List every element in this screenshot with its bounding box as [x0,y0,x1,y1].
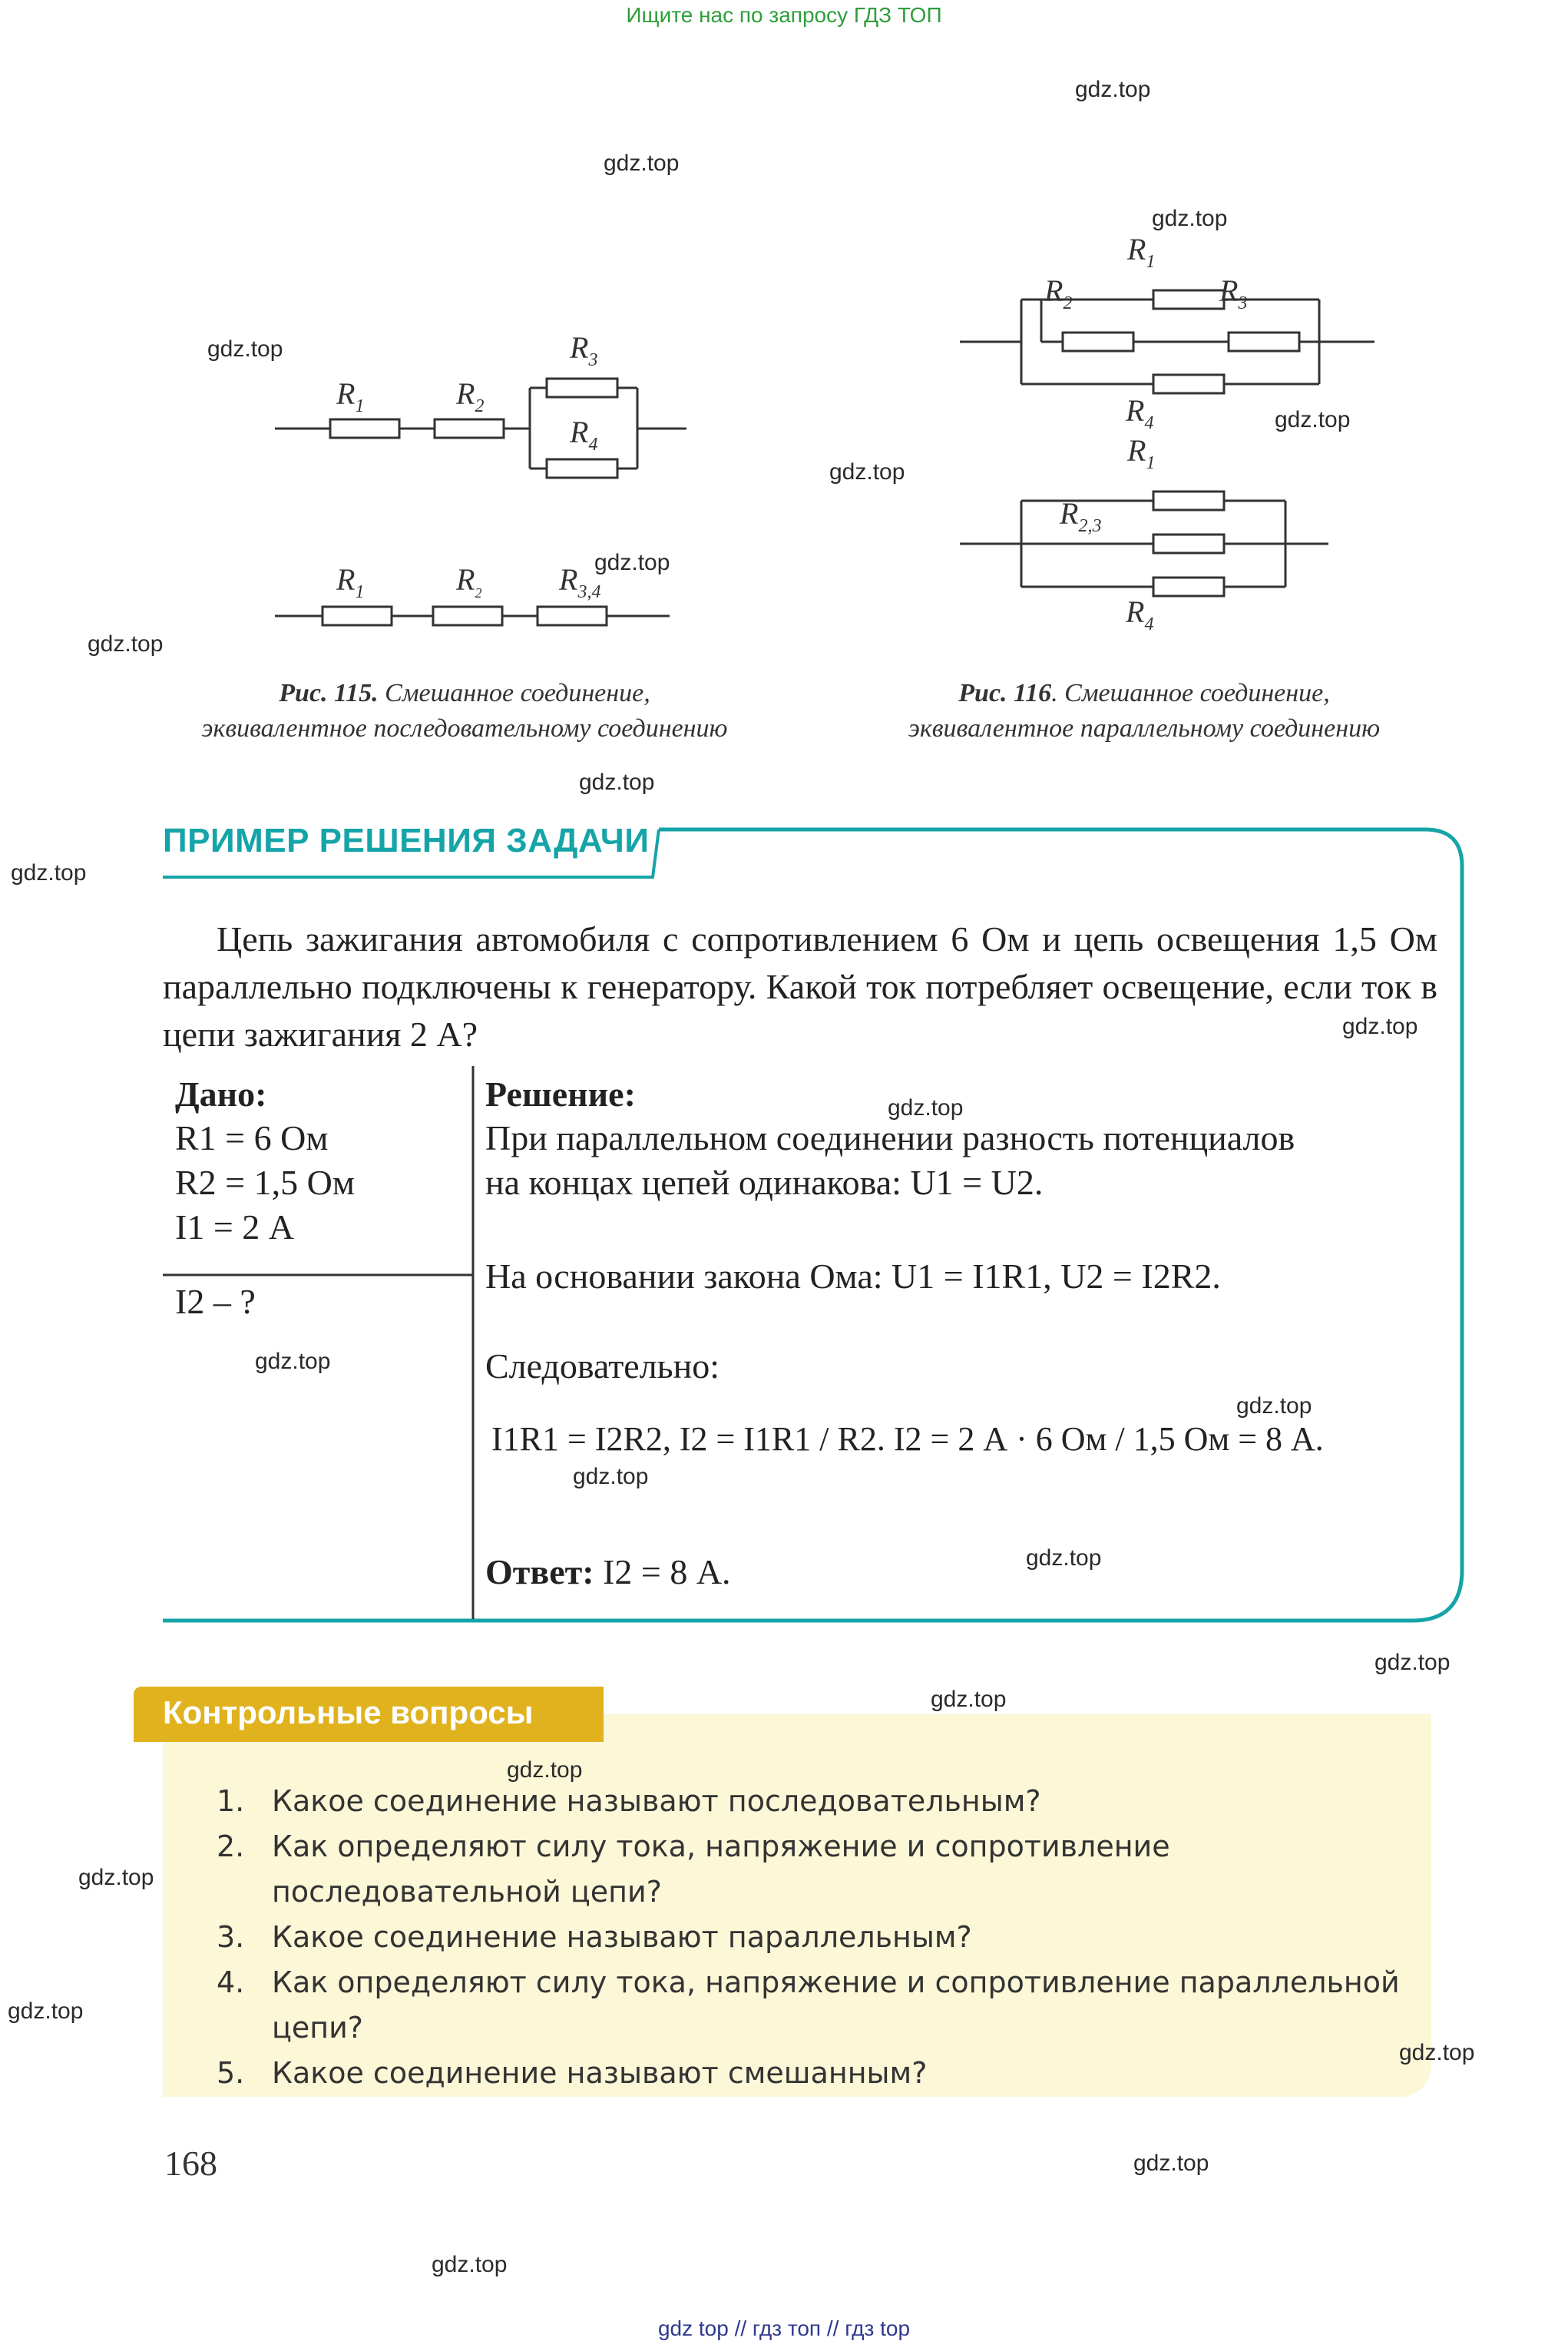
questions-heading: Контрольные вопросы [163,1694,534,1730]
watermark: gdz.top [1133,2151,1209,2176]
given-r1-text: R1 = 6 Ом [175,1118,329,1157]
answer-value: I2 = 8 А. [603,1552,731,1591]
fig116-label-r1-eq: $R_1$ [1127,433,1156,473]
fig115-caption-num: Рис. 115. [279,679,379,707]
question-item [217,1915,1430,1960]
watermark: gdz.top [255,1349,331,1374]
watermark: gdz.top [829,459,905,485]
fig115-label-r2-eq: $R_2$ [456,562,482,601]
fig116-label-r3: $R_3$ [1219,273,1248,313]
watermark: gdz.top [207,336,283,362]
question-item [217,2051,1430,2096]
watermark: gdz.top [1275,407,1351,432]
fig116-caption-num: Рис. 116 [958,679,1052,707]
question-text: Как определяют силу тока, напряжение и сопротивление параллельной цепи? [272,1965,1400,2045]
fig115-caption-line2: эквивалентное последовательному соединению [201,714,728,743]
watermark: gdz.top [1342,1014,1418,1039]
question-item [217,1824,1430,1915]
question-number: 3. [217,1920,245,1954]
fig115-label-r3: $R_3$ [570,330,598,370]
fig115-label-r1: $R_1$ [336,376,365,416]
questions-heading-tab [134,1687,604,1742]
question-item [217,1779,1430,1824]
fig116-label-r2: $R_2$ [1044,273,1073,313]
watermark: gdz.top [1399,2040,1475,2065]
footer-links[interactable]: gdz top // гдз топ // гдз top [657,2316,911,2340]
figure-116-diagram [952,223,1382,653]
fig116-label-r4-eq: $R_4$ [1126,594,1154,634]
page-number: 168 [164,2144,217,2183]
fig116-caption-line1: . Смешанное соединение, [1051,679,1330,707]
watermark: gdz.top [1236,1393,1312,1419]
formula-line: I1R1 = I2R2, I2 = I1R1 / R2. I2 = 2 А · 6 Ом / 1,5 Ом = 8 А. [491,1420,1324,1458]
question-text: Какое соединение называют последовательным? [272,1784,1041,1818]
fig116-label-r4: $R_4$ [1126,393,1154,433]
question-item [217,1960,1430,2051]
question-number: 5. [217,2056,245,2090]
fig115-caption [146,676,783,747]
question-text: Какое соединение называют смешанным? [272,2056,928,2090]
given-i1 [175,1207,294,1247]
watermark: gdz.top [8,1998,84,2024]
example-heading: ПРИМЕР РЕШЕНИЯ ЗАДАЧИ [163,822,650,859]
watermark: gdz.top [931,1687,1007,1712]
solution-line1: При параллельном соединении разность потенциалов [485,1118,1295,1157]
given-title: Дано: [175,1074,267,1114]
fig115-label-r2: $R_2$ [456,376,485,416]
problem-text: Цепь зажигания автомобиля с сопротивлением 6 Ом и цепь освещения 1,5 Ом параллельно подключены к генератору. Какой ток потребляет освещение, если ток в цепи зажигания 2 А? [163,919,1437,1054]
given-i1-text: I1 = 2 А [175,1207,294,1247]
question-number: 2. [217,1829,245,1863]
find-i2: I2 – ? [175,1282,256,1321]
watermark: gdz.top [1374,1650,1451,1675]
answer-label: Ответ: [485,1552,594,1591]
watermark: gdz.top [604,151,680,176]
watermark: gdz.top [1152,206,1228,231]
watermark: gdz.top [573,1464,649,1489]
watermark: gdz.top [1026,1545,1102,1571]
watermark: gdz.top [1075,77,1151,102]
fig115-caption-line1: Смешанное соединение, [385,679,650,707]
watermark: gdz.top [88,631,164,657]
solution-title: Решение: [485,1074,636,1114]
given-r2-text: R2 = 1,5 Ом [175,1163,355,1202]
watermark: gdz.top [579,770,655,795]
fig116-label-r23: $R_{2,3}$ [1060,496,1102,536]
watermark: gdz.top [594,550,670,575]
figure-115-diagram [261,307,722,653]
question-text: Как определяют силу тока, напряжение и сопротивление последовательной цепи? [272,1829,1170,1909]
watermark: gdz.top [432,2252,508,2277]
watermark: gdz.top [507,1757,583,1783]
answer-line [485,1551,731,1592]
watermark: gdz.top [78,1865,154,1890]
fig116-label-r1: $R_1$ [1127,232,1156,272]
ohm-law-line: На основании закона Ома: U1 = I1R1, U2 = I2R2. [485,1257,1221,1296]
watermark: gdz.top [11,860,87,886]
fig115-label-r4: $R_4$ [570,415,598,455]
questions-list [217,1779,1430,2096]
top-search-note: Ищите нас по запросу ГДЗ ТОП [626,3,942,27]
fig115-label-r34: $R_{3,4}$ [559,562,601,602]
question-text: Какое соединение называют параллельным? [272,1920,972,1954]
watermark: gdz.top [888,1095,964,1121]
question-number: 1. [217,1784,245,1818]
fig116-caption [860,676,1428,747]
given-r2 [175,1162,355,1203]
fig115-label-r1-eq: $R_1$ [336,562,365,602]
question-number: 4. [217,1965,245,1999]
solution-line2: на концах цепей одинакова: U1 = U2. [485,1163,1044,1202]
fig116-caption-line2: эквивалентное параллельному соединению [908,714,1381,743]
given-r1 [175,1118,328,1158]
therefore-label: Следовательно: [485,1346,720,1386]
